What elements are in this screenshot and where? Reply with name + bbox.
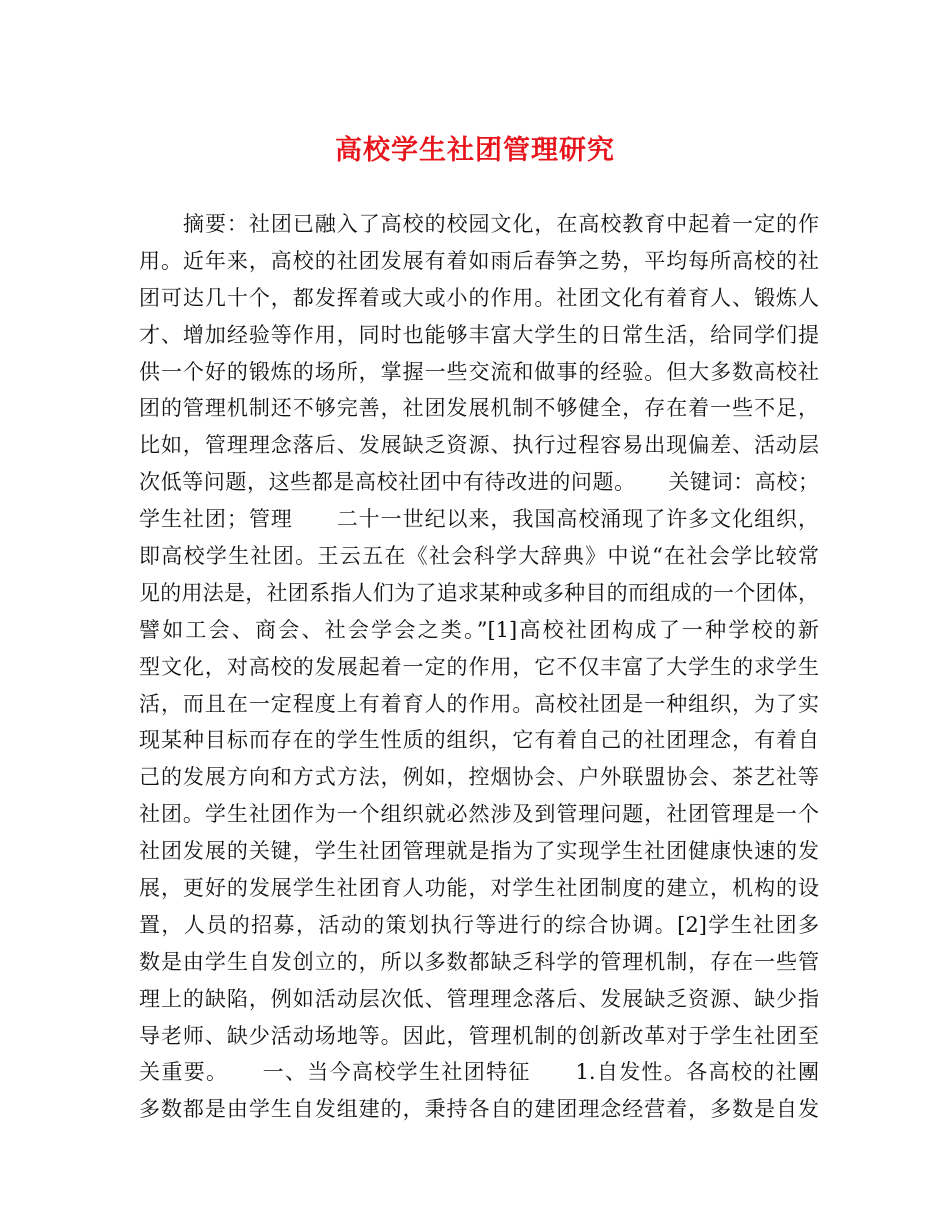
body-line: 次低等问题，这些都是高校社团中有待改进的问题。 关键词：高校； [139, 470, 819, 495]
body-line: 譬如工会、商会、社会学会之类。”[1]高校社团构成了一种学校的新 [139, 617, 819, 642]
body-line: 关重要。 一、当今高校学生社团特征 1.自发性。各高校的社團 [139, 1060, 819, 1085]
body-line: 导老师、缺少活动场地等。因此，管理机制的创新改革对于学生社团至 [139, 1023, 819, 1048]
body-line: 比如，管理理念落后、发展缺乏资源、执行过程容易出现偏差、活动层 [139, 433, 819, 458]
document-title: 高校学生社团管理研究 [335, 135, 615, 166]
body-line: 摘要：社团已融入了高校的校园文化，在高校教育中起着一定的作 [183, 212, 819, 236]
body-line: 社团发展的关键，学生社团管理就是指为了实现学生社团健康快速的发 [139, 839, 819, 864]
body-line: 社团。学生社团作为一个组织就必然涉及到管理问题，社团管理是一个 [139, 802, 819, 827]
body-line: 团可达几十个，都发挥着或大或小的作用。社团文化有着育人、锻炼人 [139, 285, 819, 310]
body-line: 用。近年来，高校的社团发展有着如雨后春笋之势，平均每所高校的社 [139, 248, 819, 273]
body-line: 才、增加经验等作用，同时也能够丰富大学生的日常生活，给同学们提 [139, 322, 819, 347]
body-line: 活，而且在一定程度上有着育人的作用。高校社团是一种组织，为了实 [139, 691, 819, 716]
body-line: 数是由学生自发创立的，所以多数都缺乏科学的管理机制，存在一些管 [139, 949, 819, 974]
body-line: 置，人员的招募，活动的策划执行等进行的综合协调。[2]学生社团多 [139, 912, 819, 937]
body-line: 型文化，对高校的发展起着一定的作用，它不仅丰富了大学生的求学生 [139, 654, 819, 679]
body-line: 即高校学生社团。王云五在《社会科学大辞典》中说“在社会学比较常 [139, 544, 819, 569]
body-line: 团的管理机制还不够完善，社团发展机制不够健全，存在着一些不足， [139, 396, 819, 421]
body-line: 供一个好的锻炼的场所，掌握一些交流和做事的经验。但大多数高校社 [139, 359, 819, 384]
body-line: 己的发展方向和方式方法，例如，控烟协会、户外联盟协会、茶艺社等 [139, 765, 819, 790]
document-body [139, 206, 819, 1128]
body-line: 理上的缺陷，例如活动层次低、管理理念落后、发展缺乏资源、缺少指 [139, 986, 819, 1011]
body-line: 展，更好的发展学生社团育人功能，对学生社团制度的建立，机构的设 [139, 876, 819, 901]
body-line: 现某种目标而存在的学生性质的组织，它有着自己的社团理念，有着自 [139, 728, 819, 753]
body-line: 学生社团；管理 二十一世纪以来，我国高校涌现了许多文化组织， [139, 507, 819, 532]
body-line: 见的用法是，社团系指人们为了追求某种或多种目的而组成的一个团体， [139, 580, 819, 605]
body-line: 多数都是由学生自发组建的，秉持各自的建团理念经营着，多数是自发 [139, 1097, 819, 1122]
